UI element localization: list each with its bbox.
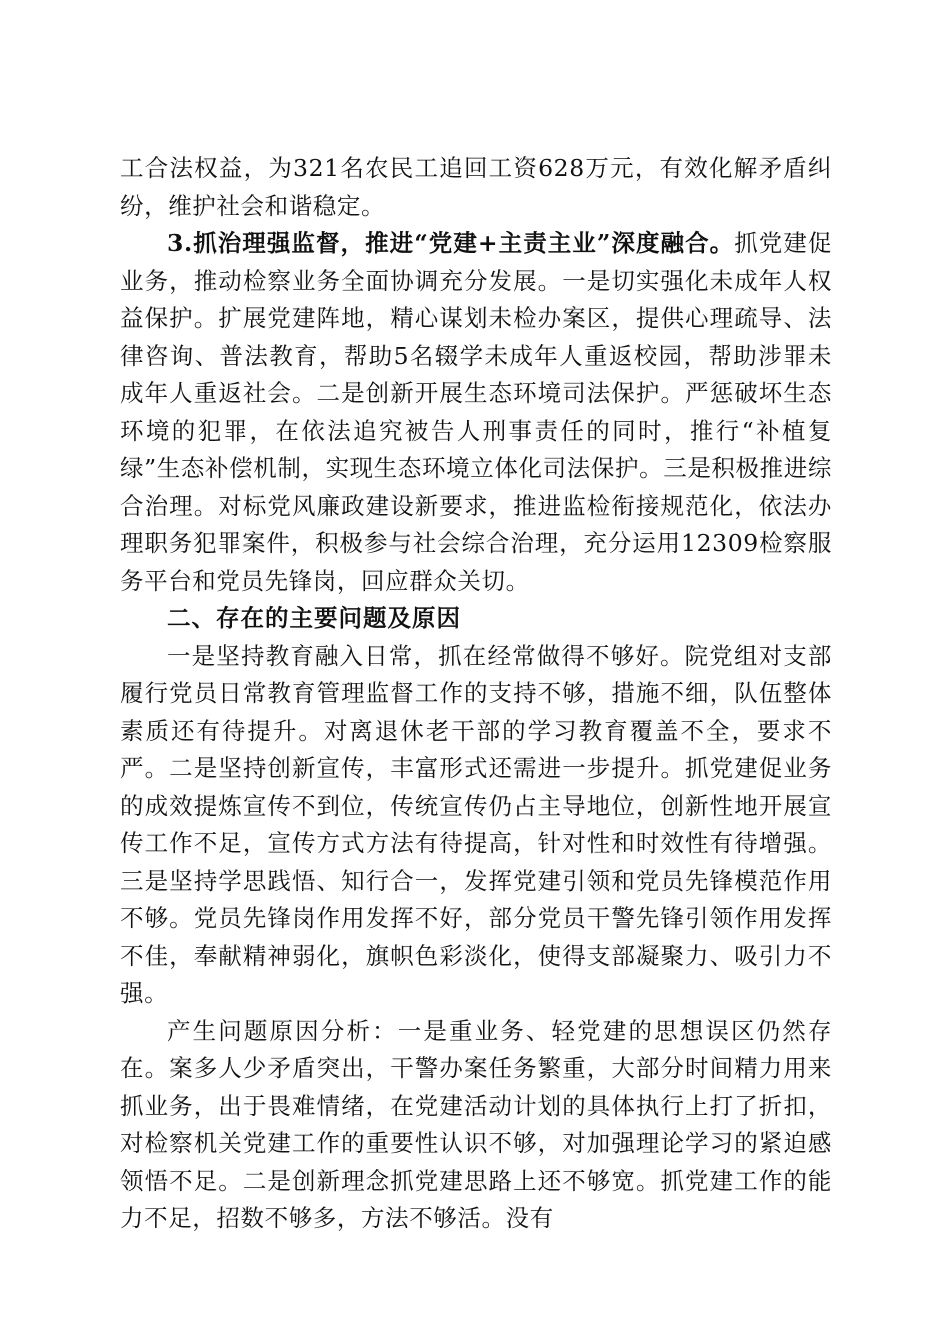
document-body [120,150,832,1238]
item-3-body: 抓党建促业务，推动检察业务全面协调充分发展。一是切实强化未成年人权益保护。扩展党建阵地，精心谋划未检办案区，提供心理疏导、法律咨询、普法教育，帮助5名辍学未成年人重返校园，帮助涉罪未成年人重返社会。二是创新开展生态环境司法保护。严惩破坏生态环境的犯罪，在依法追究被告人刑事责任的同时，推行“补植复绿”生态补偿机制，实现生态环境立体化司法保护。三是积极推进综合治理。对标党风廉政建设新要求，推进监检衔接规范化，依法办理职务犯罪案件，积极参与社会综合治理，充分运用12309检察服务平台和党员先锋岗，回应群众关切。 [120,229,832,595]
paragraph-continuation: 工合法权益，为321名农民工追回工资628万元，有效化解矛盾纠纷，维护社会和谐稳定。 [120,154,832,220]
paragraph-causes: 产生问题原因分析：一是重业务、轻党建的思想误区仍然存在。案多人少矛盾突出，干警办案任务繁重，大部分时间精力用来抓业务，出于畏难情绪，在党建活动计划的具体执行上打了折扣，对检察机关党建工作的重要性认识不够，对加强理论学习的紧迫感领悟不足。二是创新理念抓党建思路上还不够宽。抓党建工作的能力不足，招数不够多，方法不够活。没有 [120,1016,832,1232]
paragraph-problems: 一是坚持教育融入日常，抓在经常做得不够好。院党组对支部履行党员日常教育管理监督工作的支持不够，措施不细，队伍整体素质还有待提升。对离退休老干部的学习教育覆盖不全，要求不严。二是坚持创新宣传，丰富形式还需进一步提升。抓党建促业务的成效提炼宣传不到位，传统宣传仍占主导地位，创新性地开展宣传工作不足，宣传方式方法有待提高，针对性和时效性有待增强。三是坚持学思践悟、知行合一，发挥党建引领和党员先锋模范作用不够。党员先锋岗作用发挥不好，部分党员干警先锋引领作用发挥不佳，奉献精神弱化，旗帜色彩淡化，使得支部凝聚力、吸引力不强。 [120,641,832,1007]
section-heading: 二、存在的主要问题及原因 [167,604,461,632]
item-3-lead: 3.抓治理强监督，推进“党建+主责主业”深度融合。 [167,229,735,257]
paragraph-item-3 [120,225,832,600]
